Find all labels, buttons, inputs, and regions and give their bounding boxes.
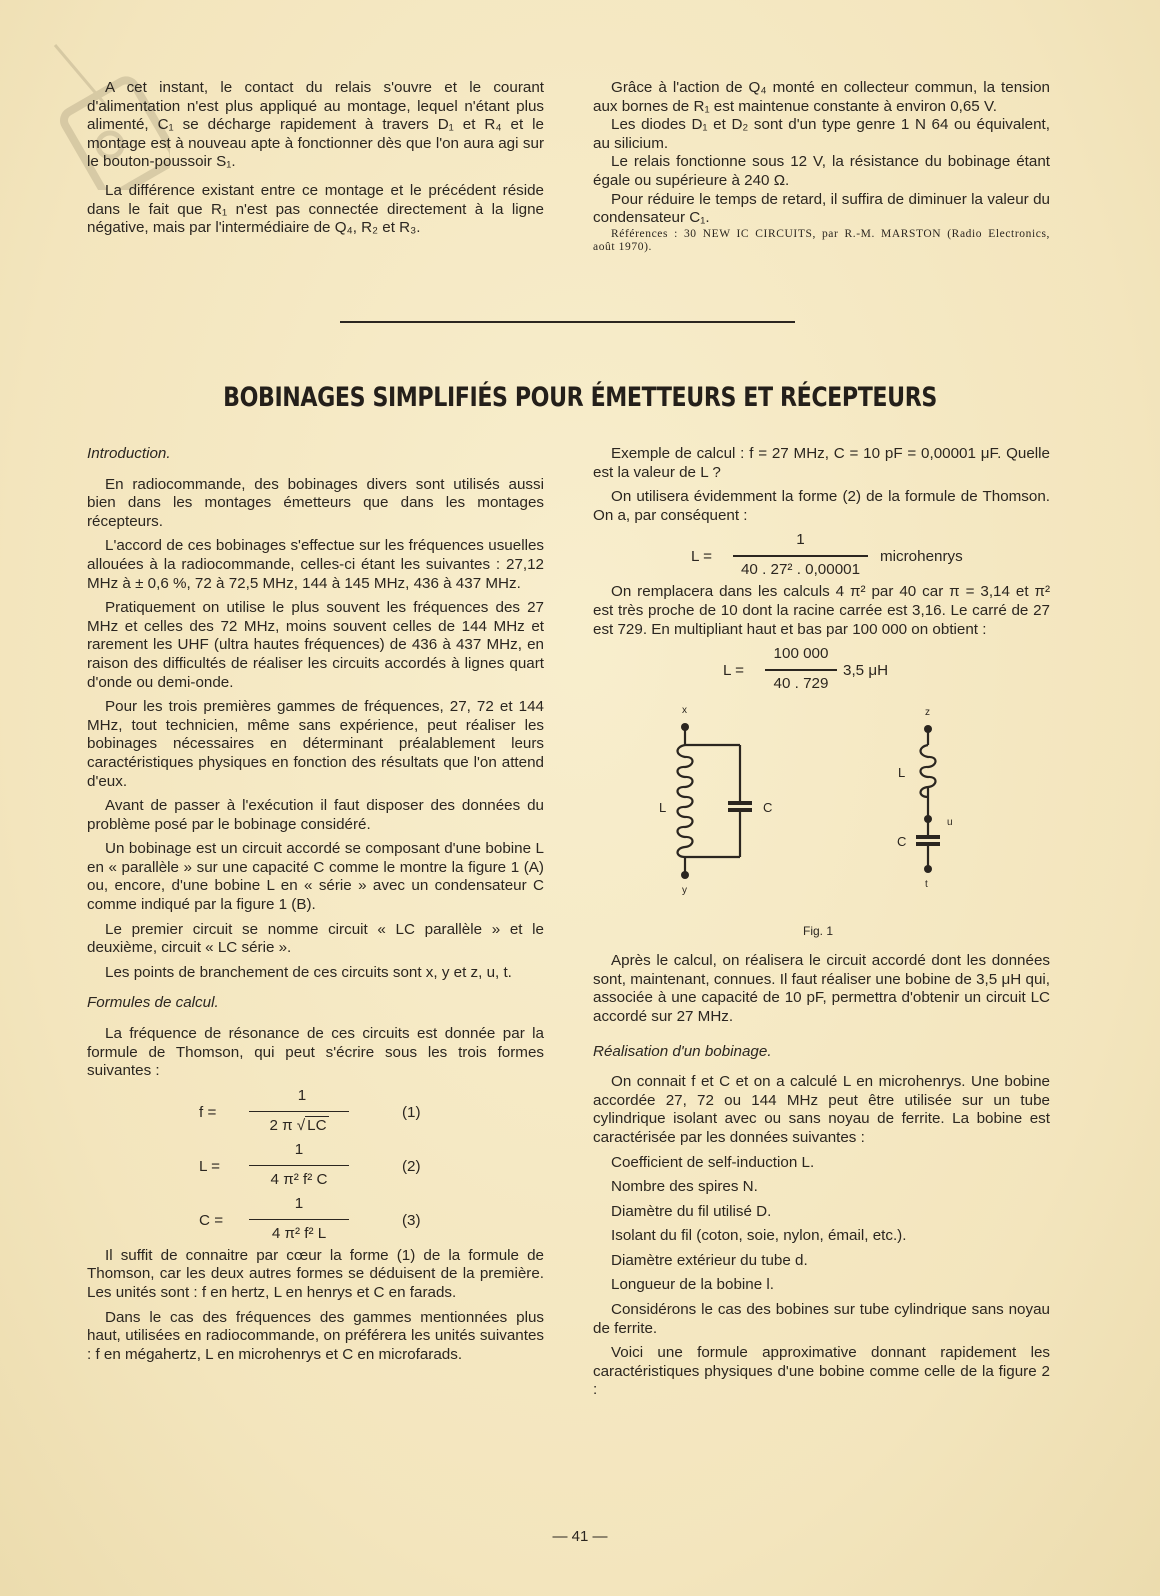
formula-denominator: 40 . 27² . 0,00001	[740, 561, 861, 579]
label-t: t	[925, 879, 928, 891]
label-x: x	[682, 705, 687, 717]
paragraph: Pour réduire le temps de retard, il suffira de diminuer la valeur du condensateur C₁.	[593, 190, 1050, 227]
terminal-u	[924, 815, 932, 823]
label-C-parallel: C	[763, 800, 773, 816]
denominator-prefix: 2 π √	[269, 1116, 306, 1134]
paragraph: Pratiquement on utilise le plus souvent les fréquences des 27 MHz et celles des 72 MHz, moins souvent celles de 144 MHz et rarement les UHF (ultra hautes fréquences) de 436 à 437 MHz, en raison des difficultés de réaliser les circuits accordés à lignes quart d'onde ou demi-onde.	[87, 599, 544, 691]
realisation-heading: Réalisation d'un bobinage.	[593, 1042, 772, 1060]
label-C-series: C	[897, 834, 907, 850]
formula-lhs: L =	[723, 662, 744, 680]
top-right-column	[593, 79, 1050, 260]
list-item: Isolant du fil (coton, soie, nylon, émail, etc.).	[611, 1227, 907, 1245]
paragraph: La fréquence de résonance de ces circuits est donnée par la formule de Thomson, qui peut s'écrire sous les trois formes suivantes :	[87, 1025, 544, 1080]
label-y: y	[682, 885, 687, 897]
paragraph: Après le calcul, on réalisera le circuit accordé dont les données sont, maintenant, connues. Il faut réaliser une bobine de 3,5 μH qui, associée à une capacité de 10 pF, permettra d'obtenir un circuit LC accordé sur 27 MHz.	[593, 952, 1050, 1025]
paragraph: Grâce à l'action de Q₄ monté en collecteur commun, la tension aux bornes de R₁ est maintenue constante à environ 0,65 V.	[593, 79, 1050, 115]
paragraph: On remplacera dans les calculs 4 π² par 40 car π = 3,14 et π² est très proche de 10 dont la racine carrée est 3,16. Le carré de 27 est 729. En multipliant haut et bas par 100 000 on obtient :	[593, 583, 1050, 638]
formula-tag: (2)	[402, 1157, 421, 1175]
formula-denominator: 4 π² f² C	[270, 1170, 328, 1188]
formula-denominator: 4 π² f² L	[271, 1224, 327, 1242]
figure-1	[593, 697, 1050, 952]
list-item: Longueur de la bobine l.	[611, 1276, 774, 1294]
paragraph: Considérons le cas des bobines sur tube cylindrique sans noyau de ferrite.	[593, 1301, 1050, 1337]
formulas-heading: Formules de calcul.	[87, 994, 219, 1012]
formula-lhs: L =	[691, 548, 712, 566]
formula-result: 3,5 μH	[843, 662, 889, 680]
example-formula-2	[593, 645, 1050, 697]
references: Références : 30 NEW IC CIRCUITS, par R.-M. MARSTON (Radio Electronics, août 1970).	[593, 227, 1050, 253]
paragraph: Un bobinage est un circuit accordé se composant d'une bobine L en « parallèle » sur une capacité C comme le montre la figure 1 (A) ou, encore, d'une bobine L en « série » avec un condensateur C comme indiqué par la figure 1 (B).	[87, 840, 544, 914]
list-item: Diamètre du fil utilisé D.	[611, 1202, 772, 1220]
paragraph: La différence existant entre ce montage et le précédent réside dans le fait que R₁ n'est pas connectée directement à la ligne négative, mais par l'intermédiaire de Q₄, R₂ et R₃.	[87, 181, 544, 237]
fraction-bar	[249, 1219, 349, 1221]
article-title: BOBINAGES SIMPLIFIÉS POUR ÉMETTEURS ET RÉCEPTEURS	[223, 382, 937, 413]
formula-1	[87, 1087, 544, 1139]
label-L-series: L	[898, 765, 906, 781]
top-left-column	[87, 79, 544, 244]
right-column	[593, 445, 1050, 1406]
terminal-x	[681, 723, 689, 731]
formula-lhs: f =	[199, 1103, 217, 1121]
paragraph: Le premier circuit se nomme circuit « LC parallèle » et le deuxième, circuit « LC série ».	[87, 920, 544, 957]
formula-3	[87, 1195, 544, 1247]
paragraph: Les points de branchement de ces circuits sont x, y et z, u, t.	[105, 963, 512, 981]
formula-denominator: 40 . 729	[773, 675, 829, 693]
list-item: Diamètre extérieur du tube d.	[611, 1251, 808, 1269]
radicand: LC	[307, 1116, 327, 1134]
formula-tag: (1)	[402, 1103, 421, 1121]
formula-lhs: L =	[199, 1157, 220, 1175]
paragraph: Avant de passer à l'exécution il faut disposer des données du problème posé par le bobinage considéré.	[87, 797, 544, 833]
terminal-y	[681, 871, 689, 879]
paragraph: En radiocommande, des bobinages divers sont utilisés aussi bien dans les montages émetteurs que dans les montages récepteurs.	[87, 475, 544, 530]
paragraph: Voici une formule approximative donnant rapidement les caractéristiques physiques d'une bobine comme celle de la figure 2 :	[593, 1344, 1050, 1399]
formula-2	[87, 1141, 544, 1193]
list-item: Coefficient de self-induction L.	[611, 1153, 815, 1171]
fraction-bar	[249, 1111, 349, 1113]
example-formula-1	[593, 531, 1050, 583]
formula-denominator	[249, 1117, 349, 1136]
paragraph: On connait f et C et on a calculé L en microhenrys. Une bobine accordée 27, 72 ou 144 MHz peut être utilisée sur un tube cylindrique isolant avec ou sans noyau de ferrite. La bobine est caractérisée par les données suivantes :	[593, 1073, 1050, 1146]
formula-unit: microhenrys	[880, 548, 963, 566]
page-number: — 41 —	[552, 1528, 608, 1545]
paragraph: Il suffit de connaitre par cœur la forme (1) de la formule de Thomson, car les deux autres formes se déduisent de la première. Les unités sont : f en hertz, L en henrys et C en farads.	[87, 1246, 544, 1301]
section-divider	[340, 321, 795, 323]
formula-numerator: 1	[796, 531, 805, 549]
paragraph: Pour les trois premières gammes de fréquences, 27, 72 et 144 MHz, tout technicien, même sans expérience, peut réaliser les bobinages nécessaires en déterminant préalablement leurs caractéristiques physiques en fonction des résultats que l'on attend d'eux.	[87, 698, 544, 790]
formula-numerator: 1	[294, 1140, 304, 1158]
inductor-coil-parallel	[678, 745, 693, 857]
paragraph: Dans le cas des fréquences des gammes mentionnées plus haut, utilisées en radiocommande, on préférera les unités suivantes : f en mégahertz, L en microhenrys et C en microfarads.	[87, 1308, 544, 1363]
formula-lhs: C =	[199, 1211, 224, 1229]
circuit-diagram	[593, 697, 1050, 937]
terminal-t	[924, 865, 932, 873]
formula-tag: (3)	[402, 1211, 421, 1229]
paragraph: Les diodes D₁ et D₂ sont d'un type genre 1 N 64 ou équivalent, au silicium.	[593, 116, 1050, 152]
left-column	[87, 445, 544, 1370]
fraction-bar	[249, 1165, 349, 1167]
paragraph: L'accord de ces bobinages s'effectue sur les fréquences usuelles allouées à la radiocommande, celles-ci étant les suivantes : 27,12 MHz à ± 0,6 %, 72 à 72,5 MHz, 144 à 145 MHz, 436 à 437 MHz.	[87, 537, 544, 592]
paragraph: On utilisera évidemment la forme (2) de la formule de Thomson. On a, par conséquent :	[593, 488, 1050, 524]
intro-heading: Introduction.	[87, 445, 171, 462]
terminal-z	[924, 725, 932, 733]
label-u: u	[947, 817, 953, 829]
paragraph: A cet instant, le contact du relais s'ouvre et le courant d'alimentation n'est plus appliqué au montage, lequel n'étant plus alimenté, C₁ se décharge rapidement à travers D₁ et R₄ et le montage est à nouveau apte à fonctionner dès que l'on aura agi sur le bouton-poussoir S₁.	[87, 79, 544, 171]
label-z: z	[925, 707, 930, 719]
paragraph: Le relais fonctionne sous 12 V, la résistance du bobinage étant égale ou supérieure à 240 Ω.	[593, 153, 1050, 189]
formula-numerator: 1	[297, 1086, 307, 1104]
fraction-bar	[733, 555, 868, 557]
formula-numerator: 1	[294, 1194, 304, 1212]
figure-caption: Fig. 1	[803, 924, 834, 939]
formula-numerator: 100 000	[773, 645, 829, 663]
label-L-parallel: L	[659, 800, 667, 816]
fraction-bar	[765, 669, 837, 671]
paragraph: Exemple de calcul : f = 27 MHz, C = 10 pF = 0,00001 μF. Quelle est la valeur de L ?	[593, 445, 1050, 481]
list-item: Nombre des spires N.	[611, 1178, 758, 1196]
